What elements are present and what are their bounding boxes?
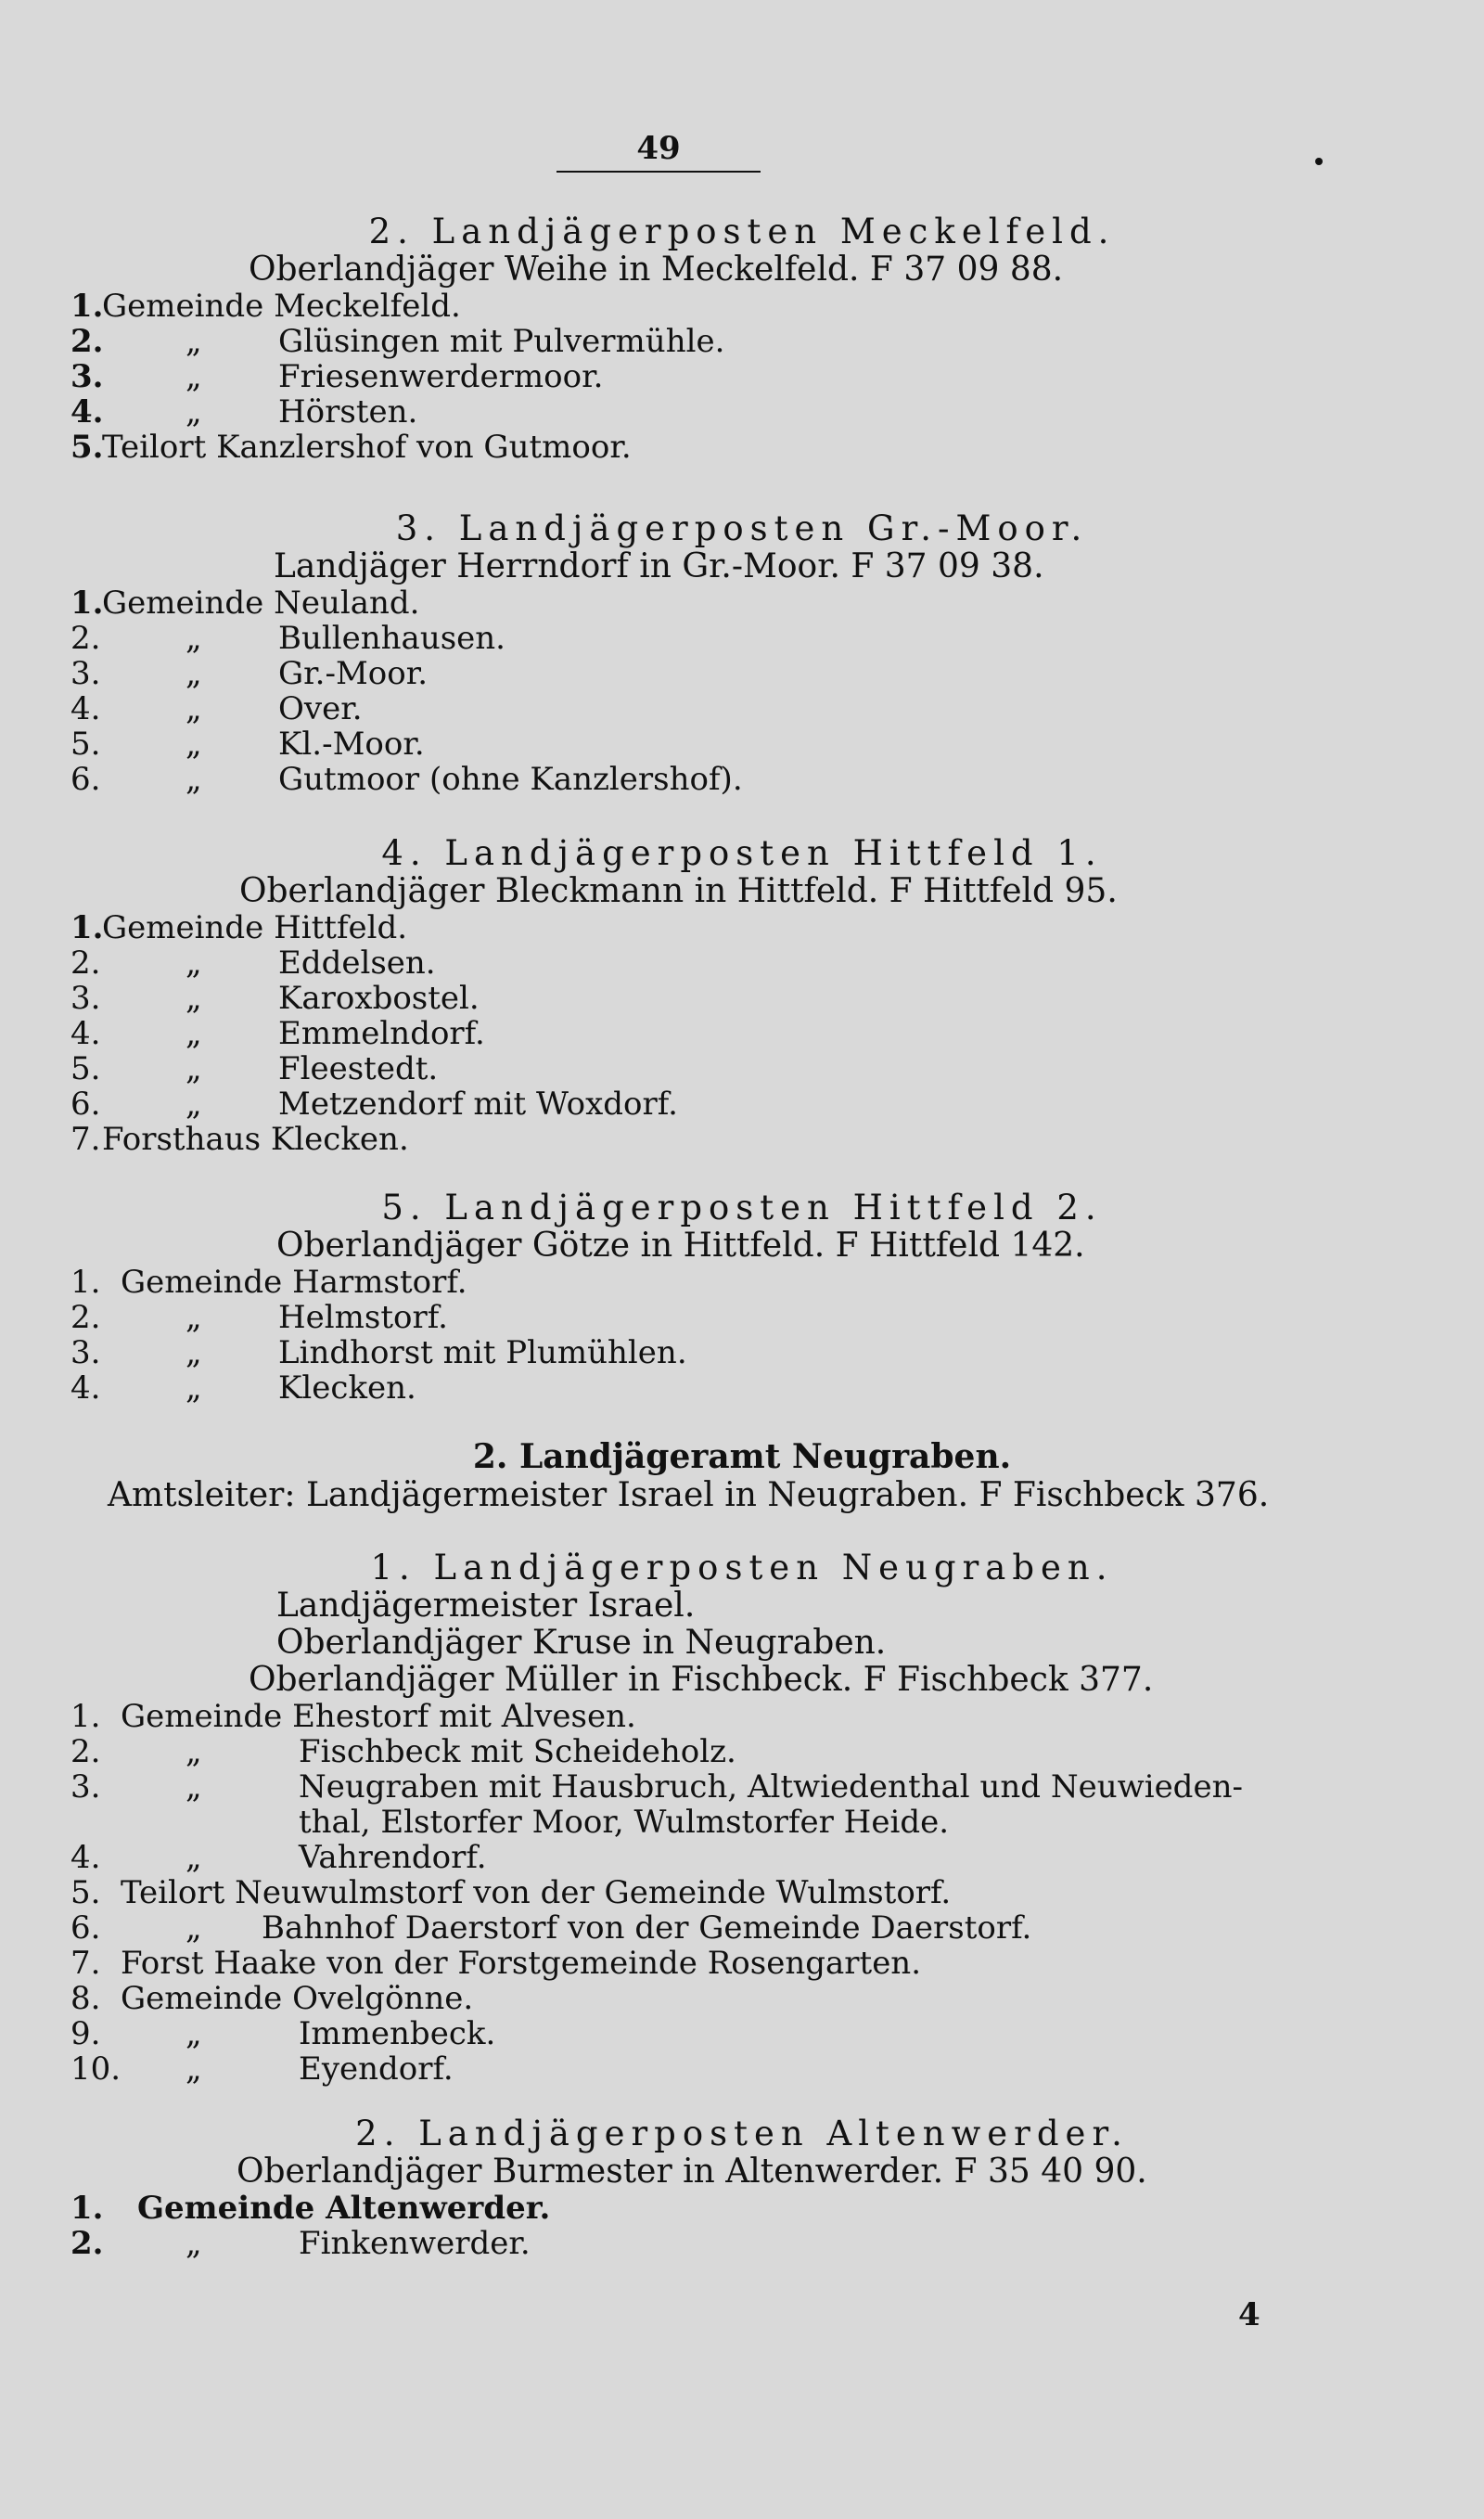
list-item: 3. „ Karoxbostel. [70,980,480,1017]
list-item: 2. „ Eddelsen. [70,945,436,982]
list-item: 1. Gemeinde Hittfeld. [70,909,408,946]
list-item: 7. Forsthaus Klecken. [70,1121,409,1158]
list-item: 1. Gemeinde Neuland. [70,585,420,622]
print-speck [1315,158,1323,165]
section-leader: Oberlandjäger Götze in Hittfeld. F Hittfeld 142. [276,1227,1085,1265]
list-item: 4. „ Over. [70,690,363,727]
amt-leader: Amtsleiter: Landjägermeister Israel in Neugraben. F Fischbeck 376. [108,1476,1270,1514]
list-item: 1. Gemeinde Ehestorf mit Alvesen. [70,1698,636,1735]
list-item: 5. „ Kl.-Moor. [70,726,425,763]
list-item: 4. „ Hörsten. [70,393,418,431]
section-title: 1. Landjägerposten Neugraben. [370,1548,1114,1587]
list-item: 3. „ Neugraben mit Hausbruch, Altwiedenthal und Neuwieden- [70,1768,1243,1806]
section-title: 3. Landjägerposten Gr.-Moor. [395,508,1089,548]
list-item: 8. Gemeinde Ovelgönne. [70,1980,474,2017]
page-number: 49 [556,130,761,173]
section-leader: Landjägermeister Israel. [276,1587,696,1625]
list-item: 1. Gemeinde Meckelfeld. [70,288,461,325]
section-leader: Landjäger Herrndorf in Gr.-Moor. F 37 09 38. [274,547,1044,585]
list-item: 6. „ Gutmoor (ohne Kanzlershof). [70,761,743,798]
section-title: 4. Landjägerposten Hittfeld 1. [381,833,1103,873]
list-item: 2. „ Helmstorf. [70,1299,448,1336]
section-hittfeld-1 [0,833,1484,1157]
list-item: 5. „ Fleestedt. [70,1050,439,1087]
section-meckelfeld [0,212,1484,465]
list-item: 3. „ Friesenwerdermoor. [70,358,604,395]
list-item: 2. „ Glüsingen mit Pulvermühle. [70,323,725,360]
list-item: 1. Gemeinde Altenwerder. [70,2190,551,2227]
list-item: 2. „ Fischbeck mit Scheideholz. [70,1733,736,1770]
section-leader: Oberlandjäger Burmester in Altenwerder. F 35 40 90. [237,2153,1147,2191]
section-leader: Oberlandjäger Kruse in Neugraben. [276,1624,887,1662]
section-leader: Oberlandjäger Bleckmann in Hittfeld. F Hittfeld 95. [239,872,1118,910]
signature-number: 4 [1238,2296,1260,2333]
section-title: 2. Landjägerposten Meckelfeld. [368,212,1116,251]
section-gr-moor [0,508,1484,797]
section-leader: Oberlandjäger Weihe in Meckelfeld. F 37 09 88. [249,251,1064,289]
list-item: 3. „ Lindhorst mit Plumühlen. [70,1334,687,1371]
list-item: 10. „ Eyendorf. [70,2050,454,2088]
list-item: 6. „ Bahnhof Daerstorf von der Gemeinde Daerstorf. [70,1909,1032,1947]
list-item: 4. „ Emmelndorf. [70,1015,485,1052]
list-item: 4. „ Vahrendorf. [70,1839,487,1876]
list-item: 6. „ Metzendorf mit Woxdorf. [70,1086,678,1123]
section-hittfeld-2 [0,1188,1484,1406]
amt-title: 2. Landjägeramt Neugraben. [472,1437,1012,1476]
list-item: 1. Gemeinde Harmstorf. [70,1264,467,1301]
list-item: 3. „ Gr.-Moor. [70,655,429,692]
list-item: 4. „ Klecken. [70,1369,416,1407]
section-title: 5. Landjägerposten Hittfeld 2. [381,1188,1103,1227]
list-item: 5. Teilort Neuwulmstorf von der Gemeinde Wulmstorf. [70,1874,952,1911]
section-altenwerder [0,2114,1484,2261]
section-neugraben [0,1548,1484,2087]
amt-neugraben [0,1436,1484,1514]
section-title: 2. Landjägerposten Altenwerder. [355,2114,1129,2153]
list-item: 9. „ Immenbeck. [70,2015,496,2052]
list-item: 5. Teilort Kanzlershof von Gutmoor. [70,429,632,466]
list-item: 2. „ Finkenwerder. [70,2225,531,2262]
list-item: 7. Forst Haake von der Forstgemeinde Rosengarten. [70,1945,922,1982]
list-item: thal, Elstorfer Moor, Wulmstorfer Heide. [299,1804,950,1841]
list-item: 2. „ Bullenhausen. [70,620,505,657]
section-leader: Oberlandjäger Müller in Fischbeck. F Fischbeck 377. [249,1661,1154,1699]
